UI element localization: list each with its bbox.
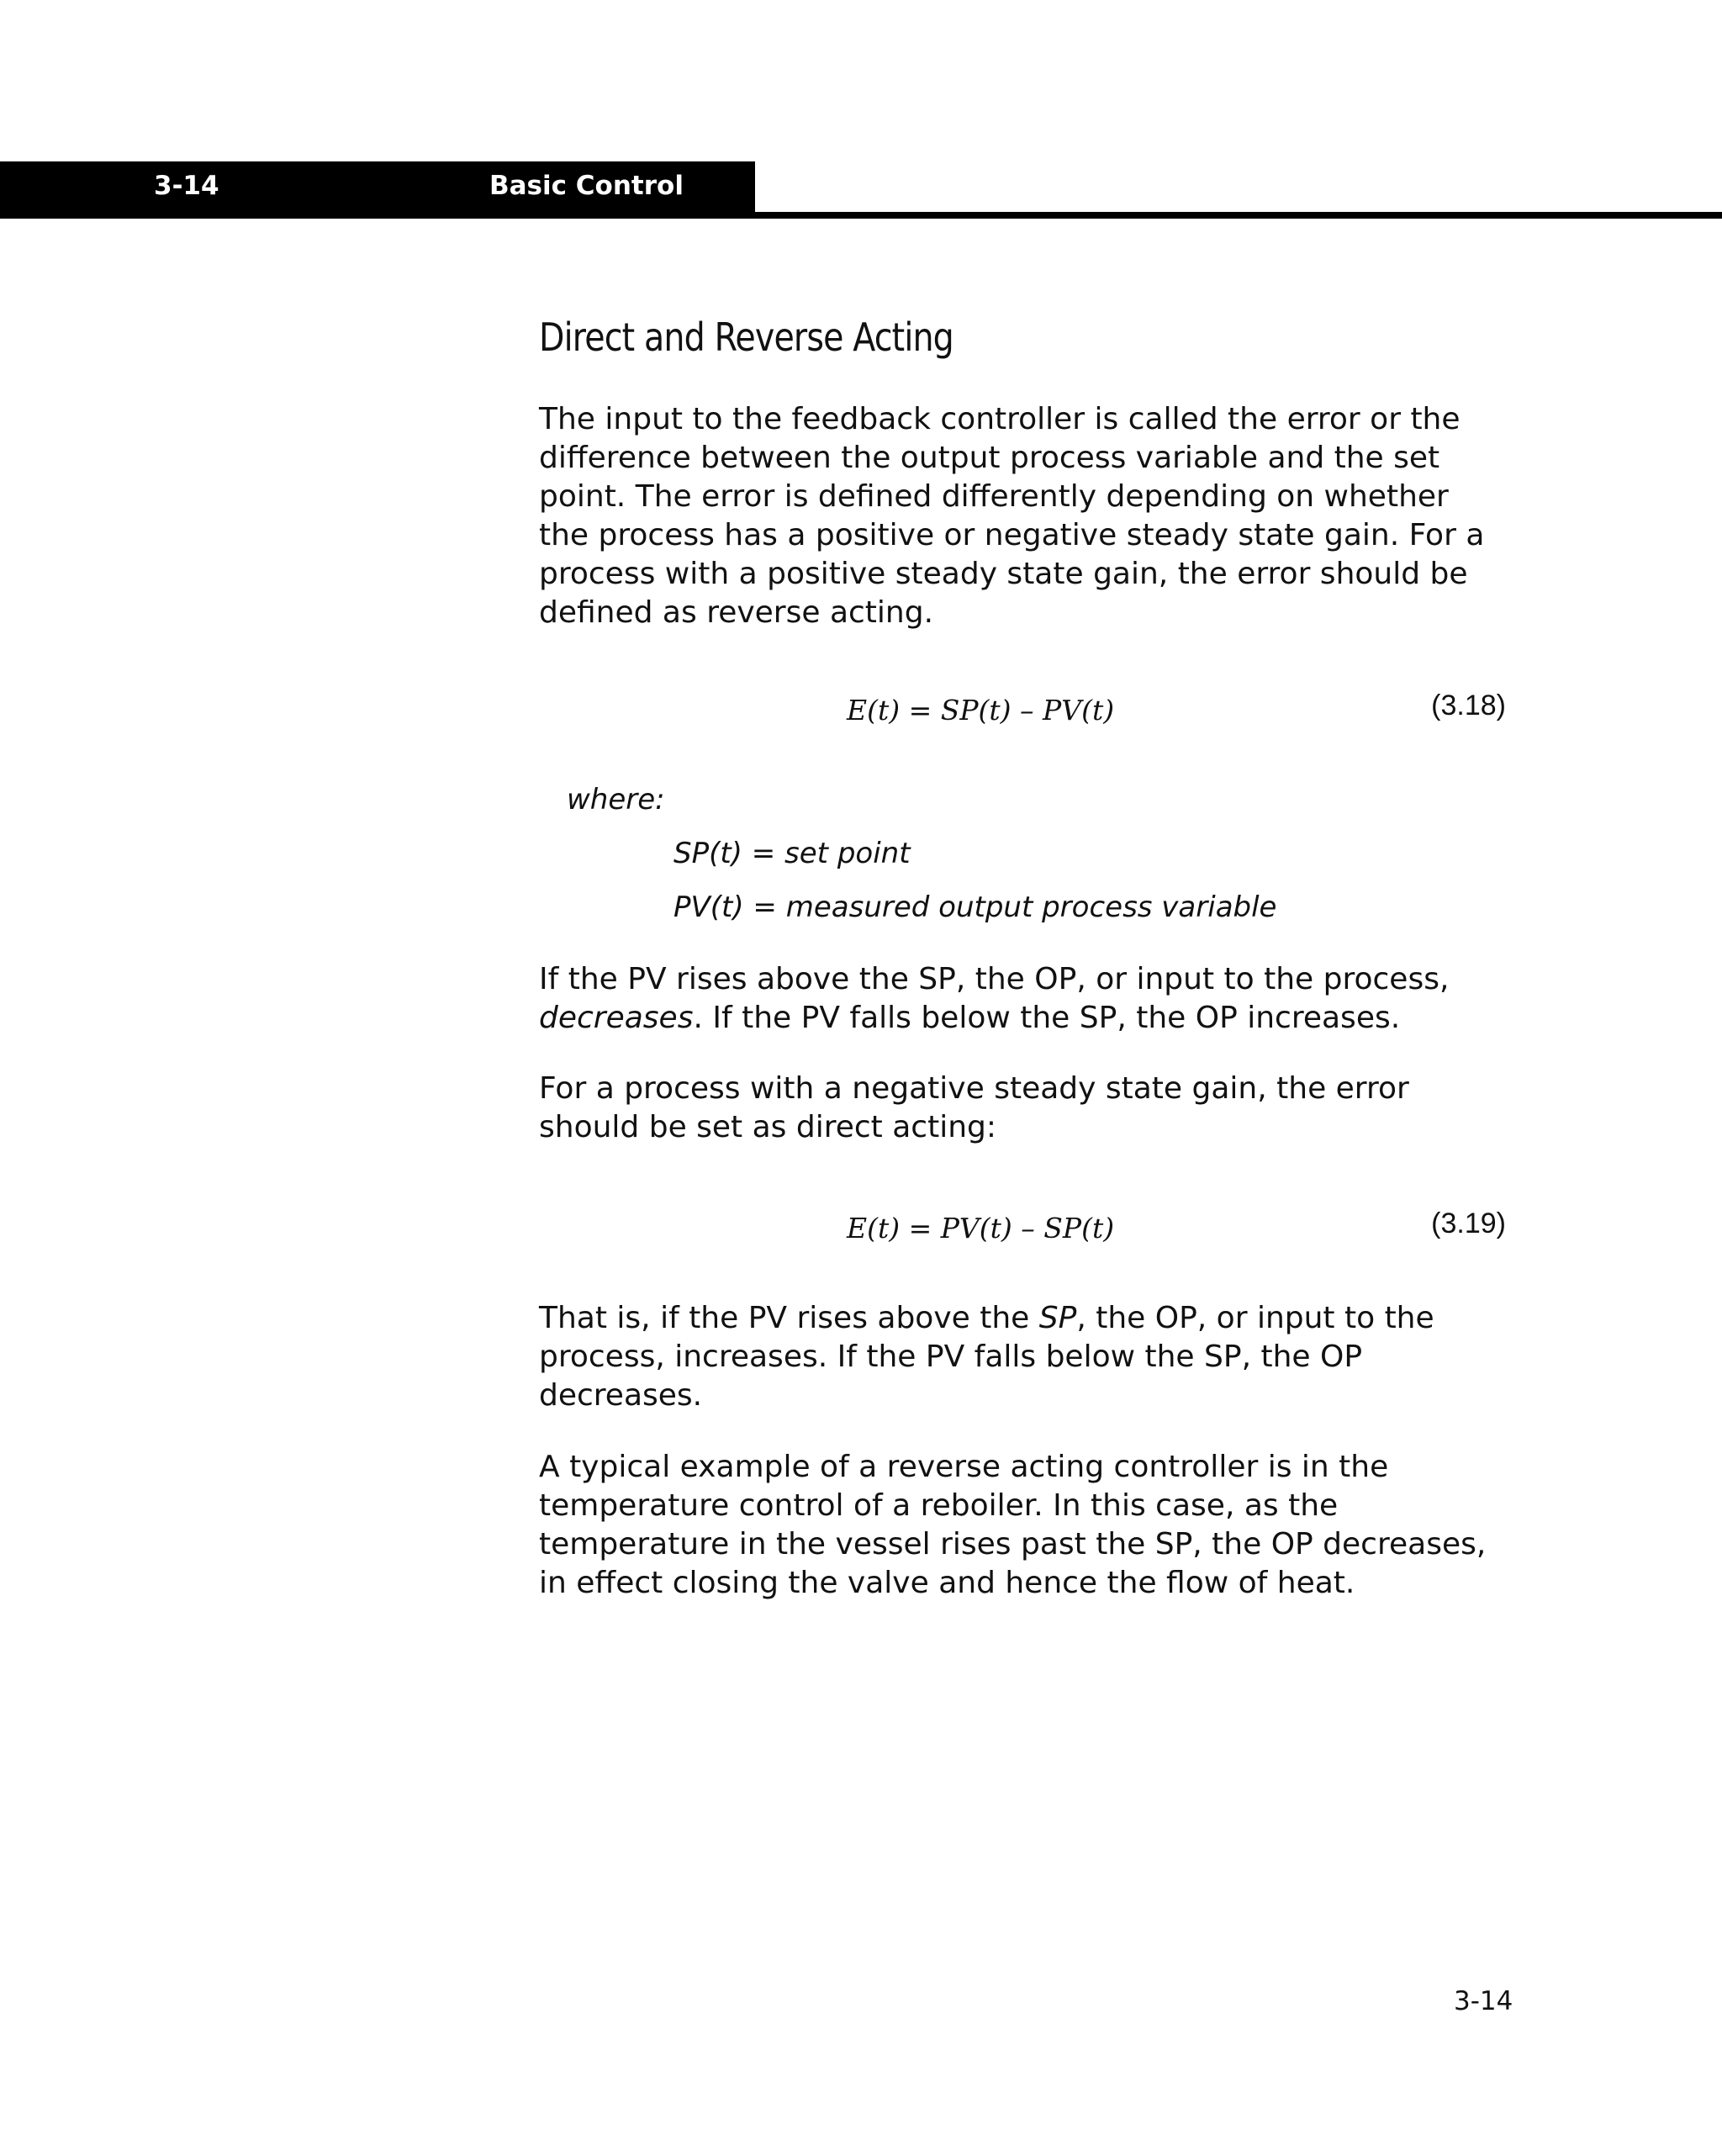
text-run: If the PV rises above the SP, the OP, or input to the process,	[539, 962, 1450, 996]
text-run: . If the PV falls below the SP, the OP increases.	[693, 1001, 1401, 1035]
header-chapter-title: Basic Control	[489, 171, 684, 201]
equation-expression: E(t) = SP(t) – PV(t)	[847, 694, 1115, 727]
equation-number: (3.18)	[1431, 690, 1506, 721]
where-label: where:	[567, 783, 665, 816]
paragraph-intro: The input to the feedback controller is called the error or the difference between the output process variable and the set point. The error is defined differently depending on whether the process has a positive or negative steady state gain. For a process with a positive steady state gain, the error should be defined as reverse acting.	[539, 402, 1485, 630]
paragraph-direct-effect	[539, 1299, 1506, 1415]
emphasis-text: SP	[1038, 1301, 1077, 1335]
paragraph-negative-gain: For a process with a negative steady state gain, the error should be set as direct acting:	[539, 1071, 1409, 1144]
footer-page-number: 3-14	[1454, 1986, 1513, 2016]
paragraph-reverse-effect	[539, 960, 1506, 1038]
text-run: , the OP, or input to the process, increases. If the PV falls below the SP, the OP decreases.	[539, 1301, 1434, 1413]
paragraph-example: A typical example of a reverse acting controller is in the temperature control of a reboiler. In this case, as the temperature in the vessel rises past the SP, the OP decreases, in effect closing the valve and hence the flow of heat.	[539, 1450, 1487, 1600]
text-run: That is, if the PV rises above the	[539, 1301, 1039, 1335]
header-page-number: 3-14	[154, 171, 219, 201]
equation-expression: E(t) = PV(t) – SP(t)	[847, 1212, 1115, 1244]
definition-item: PV(t) = measured output process variable	[673, 890, 1277, 924]
section-title: Direct and Reverse Acting	[539, 314, 953, 360]
equation-3-19	[539, 1207, 1506, 1250]
header-rule	[755, 212, 1722, 219]
equation-3-18	[539, 690, 1506, 732]
emphasis-text: decreases	[539, 1001, 694, 1035]
definition-item: SP(t) = set point	[673, 837, 911, 870]
equation-number: (3.19)	[1431, 1207, 1506, 1239]
